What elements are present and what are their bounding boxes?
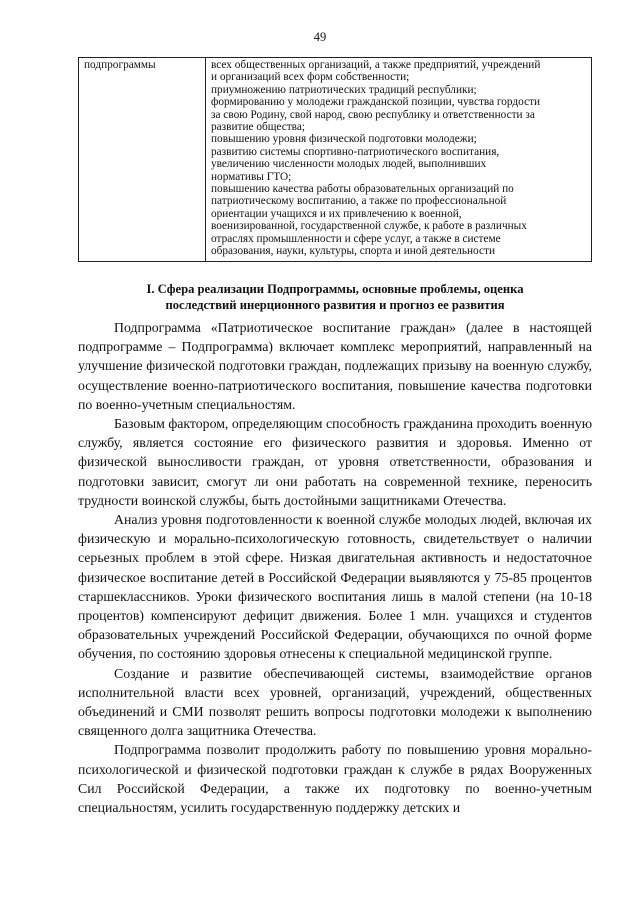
table-cell-line: развитие общества;	[211, 121, 306, 134]
table-cell-line: развитию системы спортивно-патриотического воспитания,	[211, 145, 500, 158]
section-heading-line: последствий инерционного развития и прогноз ее развития	[165, 297, 505, 312]
table-cell-line: ориентации учащихся и их привлечению к военной,	[211, 207, 462, 220]
table-cell-line: нормативы ГТО;	[211, 170, 292, 183]
paragraph: Базовым фактором, определяющим способность гражданина проходить военную службу, является состояние его физического развития и здоровья. Именно от физической выносливости граждан, от уровня ответственности, образования и подготовки зависит, смогут ли они работать на современной технике, переносить трудности воинской службы, быть достойными защитниками Отечества.	[78, 416, 592, 508]
section-heading	[78, 282, 592, 313]
table-cell-line: повышению уровня физической подготовки молодежи;	[211, 133, 477, 146]
table-cell-line: увеличению численности молодых людей, выполнивших	[211, 158, 487, 171]
table-row	[79, 58, 592, 262]
table-cell-content	[206, 58, 592, 262]
paragraph: Анализ уровня подготовленности к военной службе молодых людей, включая их физическую и морально-психологическую готовность, свидетельствует о наличии серьезных проблем в этой сфере. Низкая двигательная активность и недостаточное физическое воспитание детей в Российской Федерации выявляются у 75-85 процентов старшеклассников. Уроки физического воспитания лишь в малой степени (на 10-18 процентов) компенсируют дефицит движения. Более 1 млн. учащихся и студентов образовательных учреждений Российской Федерации, обучающихся по очной форме обучения, по состоянию здоровья отнесены к специальной медицинской группе.	[78, 512, 592, 662]
page-number: 49	[313, 30, 327, 44]
table-cell-label	[79, 58, 206, 262]
section-heading-line: I. Сфера реализации Подпрограммы, основные проблемы, оценка	[146, 282, 524, 296]
table-cell-line: повышению качества работы образовательных организаций по	[211, 183, 514, 196]
table-cell-line: военизированной, государственной службе, к работе в различных	[211, 220, 527, 233]
table-cell-line: образования, науки, культуры, спорта и иной деятельности	[211, 245, 495, 258]
paragraph: Подпрограмма позволит продолжить работу по повышению уровня морально-психологической и физической подготовки граждан к службе в рядах Вооруженных Сил Российской Федерации, а также их подготовку по военно-учетным специальностям, усилить государственную поддержку детских и	[78, 742, 592, 816]
paragraph: Подпрограмма «Патриотическое воспитание граждан» (далее в настоящей подпрограмме – Подпрограмма) включает комплекс мероприятий, направленный на улучшение физической подготовки граждан, подлежащих призыву на военную службу, осуществление военно-патриотического воспитания, повышение качества подготовки по военно-учетным специальностям.	[78, 320, 592, 412]
paragraph: Создание и развитие обеспечивающей системы, взаимодействие органов исполнительной власти всех уровней, организаций, учреждений, общественных объединений и СМИ позволят решить вопросы подготовки молодежи к выполнению священного долга защитника Отечества.	[78, 665, 592, 739]
table-cell-line: всех общественных организаций, а также предприятий, учреждений	[211, 59, 541, 71]
table-cell-line: и организаций всех форм собственности;	[211, 71, 410, 84]
table-cell-line: патриотическому воспитанию, а также по профессиональной	[211, 195, 507, 208]
table-cell-label-text: подпрограммы	[84, 59, 156, 71]
table-cell-line: за свою Родину, свой народ, свою республику и ответственности за	[211, 108, 535, 121]
body-text	[78, 318, 592, 817]
continued-table	[78, 57, 592, 262]
table-cell-line: формированию у молодежи гражданской позиции, чувства гордости	[211, 96, 541, 109]
table-cell-line: приумножению патриотических традиций республики;	[211, 83, 477, 96]
table-cell-line: отраслях промышленности и сфере услуг, а также в системе	[211, 232, 501, 245]
